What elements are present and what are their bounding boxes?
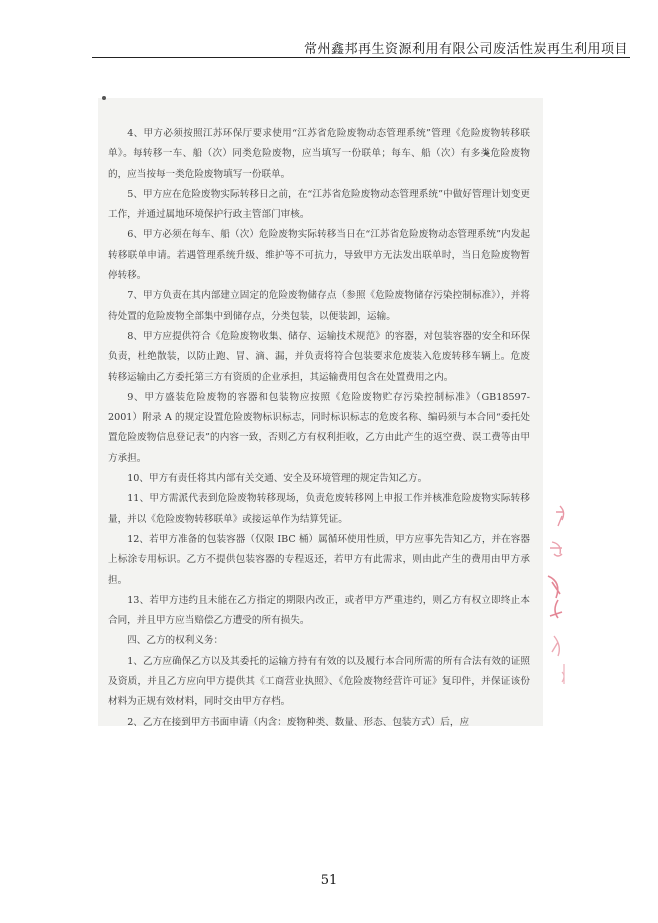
- header-divider: [92, 57, 630, 58]
- page-number: 51: [320, 873, 338, 888]
- clause-11: 11、甲方需派代表到危险废物转移现场，负责危废转移网上申报工作并核准危险废物实际转移量，并以《危险废物转移联单》或接运单作为结算凭证。: [108, 493, 530, 525]
- contract-body: [108, 124, 530, 733]
- party-b-clause-1: 1、乙方应确保乙方以及其委托的运输方持有有效的以及履行本合同所需的所有合法有效的证照及资质，并且乙方应向甲方提供其《工商营业执照》、《危险废物经营许可证》复印件，并保证该份材料为正规有效材料，同时交由甲方存档。: [108, 655, 530, 708]
- company-seal-fragment: [538, 496, 568, 696]
- section-heading: 四、乙方的权利义务：: [127, 635, 224, 647]
- clause-9: 9、甲方盛装危险废物的容器和包装物应按照《危险废物贮存污染控制标准》（GB18597-2001）附录 A 的规定设置危险废物标识标志，同时标识标志的危废名称、编码须与本合同“委托处置危险废物信息登记表”的内容一致，否则乙方有权利拒收，乙方由此产生的返空费、误工费等由甲方承担。: [108, 391, 530, 464]
- scan-speck: [102, 96, 106, 100]
- party-b-clause-2: 2、乙方在接到甲方书面申请（内含：废物种类、数量、形态、包装方式）后，应: [127, 716, 470, 728]
- clause-7: 7、甲方负责在其内部建立固定的危险废物储存点（参照《危险废物储存污染控制标准》），并将待处置的危险废物全部集中到储存点，分类包装，以便装卸，运输。: [108, 290, 530, 322]
- clause-13: 13、若甲方违约且未能在乙方指定的期限内改正，或者甲方严重违约，则乙方有权立即终止本合同，并且甲方应当赔偿乙方遭受的所有损失。: [108, 594, 530, 627]
- clause-10: 10、甲方有责任将其内部有关交通、安全及环境管理的规定告知乙方。: [127, 473, 428, 485]
- clause-6: 6、甲方必须在每车、船（次）危险废物实际转移当日在“江苏省危险废物动态管理系统”内发起转移联单申请。若遇管理系统升级、维护等不可抗力，导致甲方无法发出联单时，当日危险废物暂停转移。: [108, 229, 530, 282]
- clause-8: 8、甲方应提供符合《危险废物收集、储存、运输技术规范》的容器，对包装容器的安全和环保负责，杜绝散装，以防止跑、冒、滴、漏，并负责将符合包装要求危废装入危废转移车辆上。危废转移运输由乙方委托第三方有资质的企业承担，其运输费用包含在处置费用之内。: [108, 330, 530, 383]
- clause-5: 5、甲方应在危险废物实际转移日之前，在“江苏省危险废物动态管理系统”中做好管理计划变更工作，并通过属地环境保护行政主管部门审核。: [108, 188, 530, 221]
- clause-4: 4、甲方必须按照江苏环保厅要求使用“江苏省危险废物动态管理系统”管理《危险废物转移联单》。每转移一车、船（次）同类危险废物，应当填写一份联单；每车、船（次）有多类危险废物的，应当按每一类危险废物填写一份联单。: [108, 128, 530, 180]
- page-header-title: 常州鑫邦再生资源利用有限公司废活性炭再生利用项目: [303, 42, 628, 57]
- clause-12: 12、若甲方准备的包装容器（仅限 IBC 桶）属循环使用性质，甲方应事先告知乙方，并在容器上标涂专用标识。乙方不提供包装容器的专程返还，若甲方有此需求，则由此产生的费用由甲方承担。: [108, 533, 530, 586]
